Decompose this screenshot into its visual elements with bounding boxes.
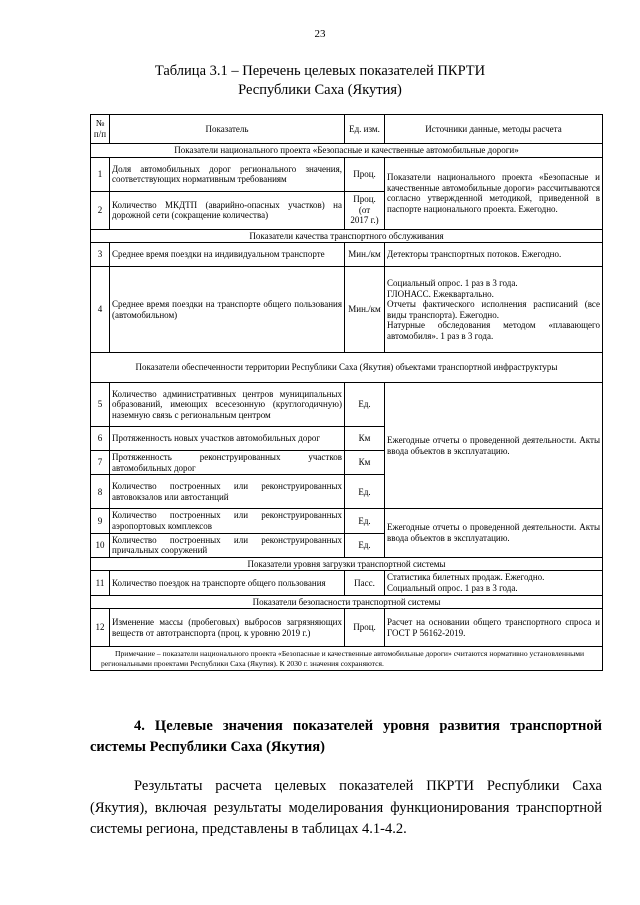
- row-source-line4: Натурные обследования методом «плавающего автомобиля». 1 раз в 3 года.: [387, 320, 600, 341]
- table-header-row: [91, 115, 603, 144]
- table-row: [91, 609, 603, 647]
- header-source: Источники данные, методы расчета: [385, 115, 603, 144]
- indicators-table: [90, 114, 603, 671]
- row-unit: Ед.: [345, 475, 385, 509]
- row-source: Расчет на основании общего транспортного спроса и ГОСТ Р 56162-2019.: [385, 609, 603, 647]
- row-indicator: Количество МКДТП (аварийно-опасных участков) на дорожной сети (сокращение количества): [110, 191, 345, 229]
- header-num-line1: №: [95, 118, 105, 129]
- row-indicator: Протяженность новых участков автомобильных дорог: [110, 427, 345, 451]
- row-source-line2: ГЛОНАСС. Ежеквартально.: [387, 288, 494, 299]
- section-row: [91, 557, 603, 571]
- table-row: [91, 571, 603, 595]
- row-indicator: Количество построенных или реконструированных причальных сооружений: [110, 533, 345, 557]
- row-unit: Ед.: [345, 509, 385, 533]
- row-num: 5: [91, 383, 110, 427]
- row-num: 10: [91, 533, 110, 557]
- row-indicator: Количество административных центров муниципальных образований, имеющих всесезонную (круглогодичную) наземную связь с региональным центром: [110, 383, 345, 427]
- section-nat-project: Показатели национального проекта «Безопасные и качественные автомобильные дороги»: [91, 144, 603, 158]
- row-unit-line1: Проц.: [353, 194, 376, 205]
- body-paragraph: [90, 776, 602, 841]
- row-source-line2: Социальный опрос. 1 раз в 3 года.: [387, 582, 518, 593]
- row-num: 8: [91, 475, 110, 509]
- section-row: [91, 595, 603, 609]
- row-indicator: Количество построенных или реконструированных автовокзалов или автостанций: [110, 475, 345, 509]
- row-indicator: Изменение массы (пробеговых) выбросов загрязняющих веществ от автотранспорта (проц. к уровню 2019 г.): [110, 609, 345, 647]
- row-indicator: Среднее время поездки на индивидуальном транспорте: [110, 243, 345, 267]
- table-note: [91, 647, 603, 671]
- row-source: [385, 267, 603, 353]
- section-heading-number: 4.: [134, 718, 145, 734]
- table-note-row: [91, 647, 603, 671]
- row-num: 1: [91, 157, 110, 191]
- row-source-line1: Социальный опрос. 1 раз в 3 года.: [387, 277, 518, 288]
- row-num: 9: [91, 509, 110, 533]
- row-source: Показатели национального проекта «Безопасные и качественные автомобильные дороги» рассчитываются согласно утвержденной методикой, приведенной в паспорте национального проекта. Ежегодно.: [385, 157, 603, 229]
- row-unit: Пасс.: [345, 571, 385, 595]
- table-note-text: Примечание – показатели национального проекта «Безопасные и качественные автомобильные дороги» считаются нормативно установленными региональными проектами Республики Саха (Якутия). К 2030 г. значения сохраняются.: [101, 649, 585, 668]
- section-row: [91, 353, 603, 383]
- row-unit: Проц.: [345, 609, 385, 647]
- row-num: 3: [91, 243, 110, 267]
- row-num: 6: [91, 427, 110, 451]
- header-indicator: Показатель: [110, 115, 345, 144]
- header-num: [91, 115, 110, 144]
- header-unit: Ед. изм.: [345, 115, 385, 144]
- row-source: Детекторы транспортных потоков. Ежегодно.: [385, 243, 603, 267]
- row-unit: Км: [345, 427, 385, 451]
- section-service-quality: Показатели качества транспортного обслуживания: [91, 229, 603, 243]
- row-source: Ежегодные отчеты о проведенной деятельности. Акты ввода объектов в эксплуатацию.: [385, 383, 603, 509]
- row-num: 12: [91, 609, 110, 647]
- table-row: [91, 157, 603, 191]
- row-indicator: Количество поездок на транспорте общего пользования: [110, 571, 345, 595]
- section-safety: Показатели безопасности транспортной системы: [91, 595, 603, 609]
- table-row: [91, 243, 603, 267]
- row-unit: Км: [345, 451, 385, 475]
- section-row: [91, 229, 603, 243]
- header-num-line2: п/п: [93, 129, 107, 139]
- table-title: [90, 62, 550, 100]
- row-unit-line3: 2017 г.): [350, 215, 379, 226]
- table-row: [91, 383, 603, 427]
- row-num: 7: [91, 451, 110, 475]
- section-row: [91, 144, 603, 158]
- row-num: 11: [91, 571, 110, 595]
- row-unit: Ед.: [345, 383, 385, 427]
- row-unit: [345, 191, 385, 229]
- row-indicator: Протяженность реконструированных участков автомобильных дорог: [110, 451, 345, 475]
- row-unit-line2: (от: [358, 204, 371, 215]
- table-row: [91, 509, 603, 533]
- section-load: Показатели уровня загрузки транспортной системы: [91, 557, 603, 571]
- row-unit: Мин./км: [345, 243, 385, 267]
- row-indicator: Доля автомобильных дорог регионального значения, соответствующих нормативным требованиям: [110, 157, 345, 191]
- row-unit: Ед.: [345, 533, 385, 557]
- section-heading: [90, 716, 602, 758]
- row-unit: Мин./км: [345, 267, 385, 353]
- section-infrastructure: Показатели обеспеченности территории Республики Саха (Якутия) объектами транспортной инфраструктуры: [91, 353, 603, 383]
- table-title-line1: Таблица 3.1 – Перечень целевых показателей ПКРТИ: [154, 63, 486, 79]
- row-source: Ежегодные отчеты о проведенной деятельности. Акты ввода объектов в эксплуатацию.: [385, 509, 603, 557]
- row-source: [385, 571, 603, 595]
- row-source-line3: Отчеты фактического исполнения расписаний (все виды транспорта). Ежегодно.: [387, 299, 600, 320]
- row-num: 4: [91, 267, 110, 353]
- row-source-line1: Статистика билетных продаж. Ежегодно.: [387, 572, 545, 583]
- row-num: 2: [91, 191, 110, 229]
- body-paragraph-text: Результаты расчета целевых показателей ПКРТИ Республики Саха (Якутия), включая результаты моделирования функционирования транспортной системы региона, представлены в таблицах 4.1-4.2.: [90, 778, 602, 837]
- page-number: 23: [314, 28, 326, 40]
- row-indicator: Среднее время поездки на транспорте общего пользования (автомобильном): [110, 267, 345, 353]
- row-unit: Проц.: [345, 157, 385, 191]
- table-title-line2: Республики Саха (Якутия): [238, 82, 402, 98]
- section-heading-text: Целевые значения показателей уровня развития транспортной системы Республики Саха (Якутия): [90, 718, 603, 755]
- row-indicator: Количество построенных или реконструированных аэропортовых комплексов: [110, 509, 345, 533]
- table-row: [91, 267, 603, 353]
